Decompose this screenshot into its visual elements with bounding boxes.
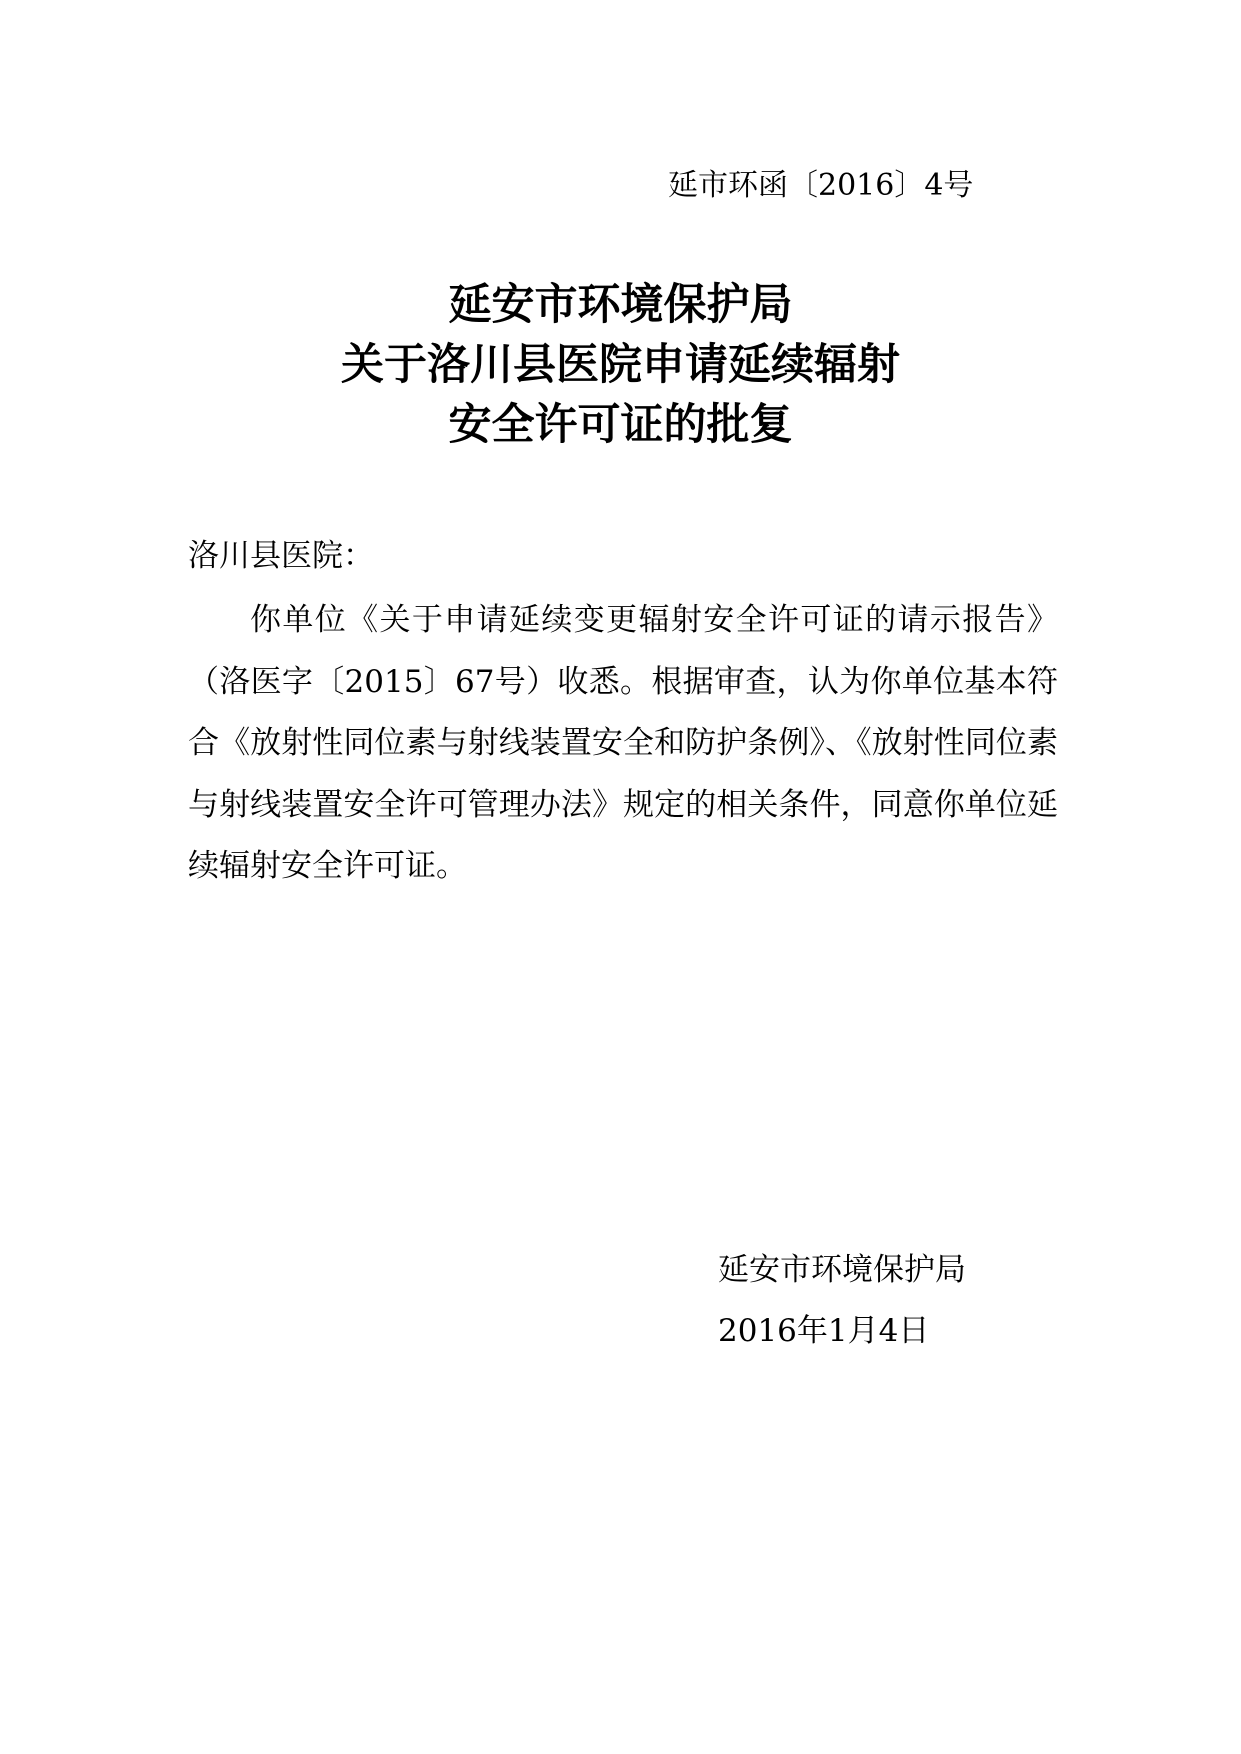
signature-date: 2016年1月4日 xyxy=(718,1313,930,1349)
title-line-2: 关于洛川县医院申请延续辐射 xyxy=(341,340,900,390)
document-title xyxy=(0,275,1241,455)
signature-organization: 延安市环境保护局 xyxy=(718,1252,966,1288)
document-number: 延市环函〔2016〕4号 xyxy=(668,168,974,203)
body-paragraph: 你单位《关于申请延续变更辐射安全许可证的请示报告》（洛医字〔2015〕67号）收悉。根据审查，认为你单位基本符合《放射性同位素与射线装置安全和防护条例》、《放射性同位素与射线装置安全许可管理办法》规定的相关条件，同意你单位延续辐射安全许可证。 xyxy=(188,602,1058,884)
title-line-3: 安全许可证的批复 xyxy=(448,400,793,450)
addressee: 洛川县医院： xyxy=(188,538,374,574)
signature-block xyxy=(718,1240,966,1362)
title-line-1: 延安市环境保护局 xyxy=(448,280,793,330)
